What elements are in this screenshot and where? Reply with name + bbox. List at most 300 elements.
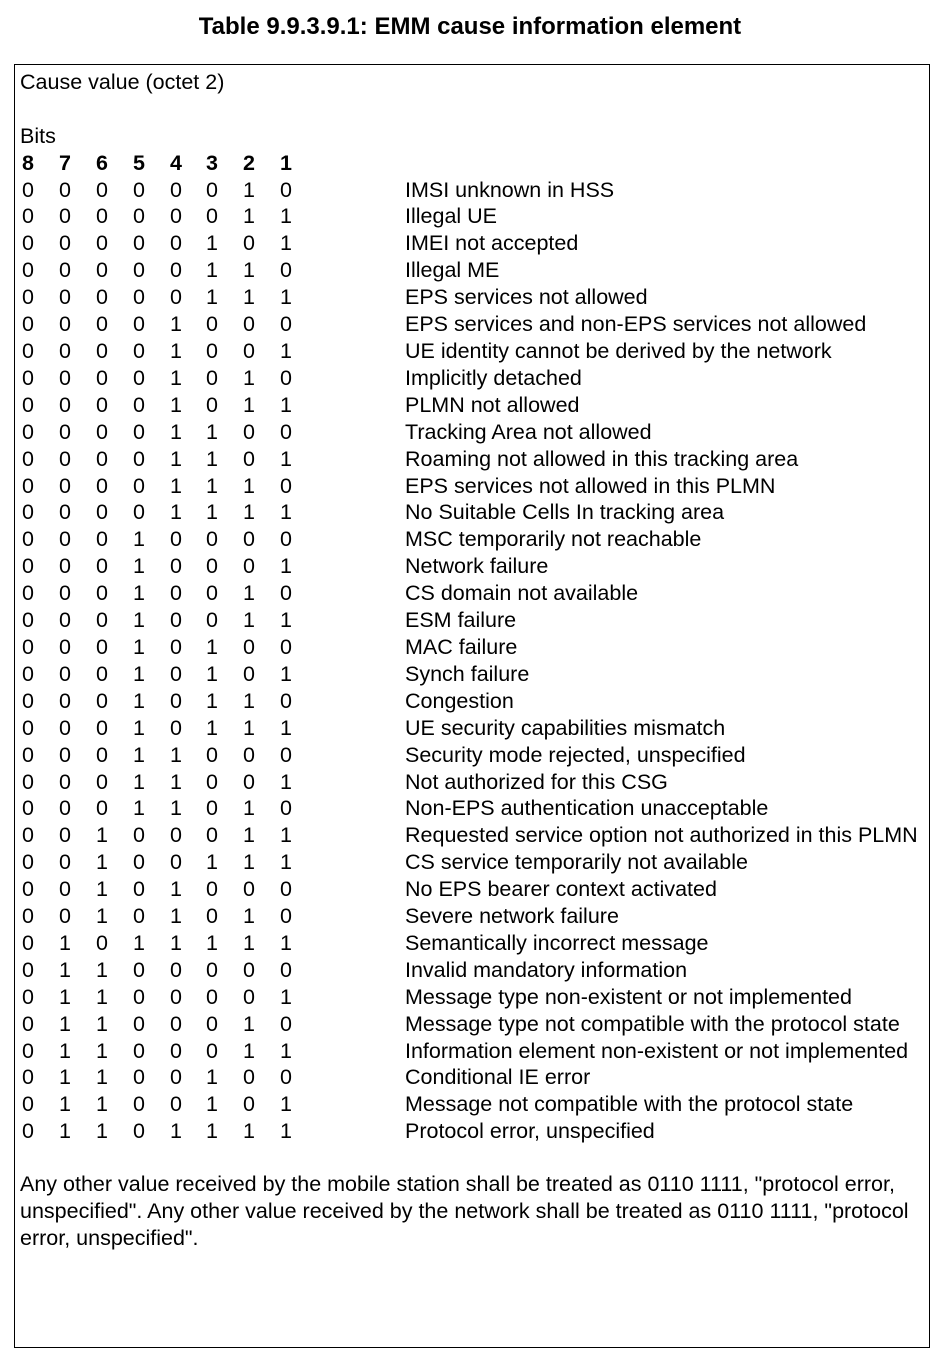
cause-description: Requested service option not authorized in this PLMN [405, 823, 918, 848]
bit-value: 1 [170, 904, 182, 929]
table-row [20, 822, 920, 849]
cause-description: MSC temporarily not reachable [405, 527, 702, 552]
bit-value: 1 [133, 769, 145, 794]
bit-value: 0 [133, 446, 145, 471]
cause-description: CS service temporarily not available [405, 850, 748, 875]
bit-value: 0 [96, 769, 108, 794]
bit-value: 0 [133, 231, 145, 256]
bit-value: 1 [133, 554, 145, 579]
bit-value: 0 [206, 392, 218, 417]
table-row [20, 499, 920, 526]
bit-value: 1 [280, 285, 292, 310]
cause-description: Message not compatible with the protocol state [405, 1092, 854, 1117]
table-title: Table 9.9.3.9.1: EMM cause information element [198, 13, 742, 40]
bit-value: 0 [96, 339, 108, 363]
cause-description: Illegal ME [405, 258, 500, 283]
cause-description: Not authorized for this CSG [405, 769, 668, 794]
bits-label: Bits [20, 123, 56, 148]
bit-value: 1 [96, 1092, 108, 1117]
table-row [20, 177, 920, 204]
bit-value: 0 [206, 581, 218, 606]
bit-value: 0 [133, 850, 145, 875]
bit-value: 1 [170, 796, 182, 821]
bit-value: 1 [280, 204, 292, 229]
bit-value: 0 [22, 554, 34, 579]
cause-description: Protocol error, unspecified [405, 1119, 655, 1144]
bit-value: 0 [170, 581, 182, 606]
table-row [20, 392, 920, 419]
cause-description: Invalid mandatory information [405, 957, 688, 982]
bit-value: 0 [206, 984, 218, 1009]
bit-cells [20, 742, 300, 769]
bit-value: 0 [206, 742, 218, 767]
bit-value: 0 [206, 877, 218, 902]
bit-value: 1 [243, 930, 255, 955]
bit-value: 0 [133, 285, 145, 310]
cause-description: Non-EPS authentication unacceptable [405, 796, 769, 821]
bit-value: 0 [170, 1065, 182, 1090]
bit-value: 0 [22, 527, 34, 552]
bit-cells [20, 392, 300, 419]
bit-cells [20, 1011, 300, 1038]
table-row [20, 984, 920, 1011]
bit-value: 0 [243, 742, 255, 767]
table-row [20, 580, 920, 607]
bit-value: 0 [96, 661, 108, 686]
bit-cells [20, 553, 300, 580]
bit-value: 0 [133, 1092, 145, 1117]
bit-value: 0 [59, 204, 71, 229]
bit-value: 1 [170, 930, 182, 955]
bit-value: 0 [22, 608, 34, 633]
bit-cells [20, 203, 300, 230]
bit-value: 0 [206, 608, 218, 633]
bit-value: 0 [170, 850, 182, 875]
bit-cells [20, 715, 300, 742]
bit-cells [20, 930, 300, 957]
bit-value: 1 [280, 661, 292, 686]
cause-description: Network failure [405, 554, 549, 579]
footnote: Any other value received by the mobile station shall be treated as 0110 1111, "protocol error, unspecified". Any other value received by the network shall be treated as 0110 1111, "protocol error, unspecified". [20, 1172, 909, 1250]
bit-value: 0 [96, 285, 108, 310]
bit-value: 0 [96, 258, 108, 283]
bit-value: 1 [96, 850, 108, 875]
bit-value: 1 [170, 312, 182, 337]
bit-value: 1 [243, 850, 255, 875]
bit-cells [20, 446, 300, 473]
bit-value: 0 [22, 365, 34, 390]
cause-description: Semantically incorrect message [405, 930, 709, 955]
bit-value: 0 [280, 634, 292, 659]
bit-value: 1 [280, 500, 292, 525]
bit-cells [20, 473, 300, 500]
bit-value: 0 [96, 581, 108, 606]
bit-value: 1 [206, 634, 218, 659]
bit-value: 1 [280, 850, 292, 875]
table-row [20, 742, 920, 769]
bit-value: 1 [243, 204, 255, 229]
bit-value: 1 [280, 1119, 292, 1144]
bit-value: 0 [96, 500, 108, 525]
bit-value: 1 [133, 661, 145, 686]
bit-value: 1 [206, 258, 218, 283]
cause-description: Illegal UE [405, 204, 498, 229]
table-row [20, 203, 920, 230]
bit-value: 0 [22, 769, 34, 794]
bit-number: 6 [96, 150, 108, 175]
bit-value: 1 [96, 957, 108, 982]
bit-value: 1 [243, 285, 255, 310]
blank-line [20, 96, 920, 123]
bit-value: 1 [206, 661, 218, 686]
bit-cells [20, 634, 300, 661]
bit-value: 1 [96, 904, 108, 929]
bit-cells [20, 849, 300, 876]
cause-description: Implicitly detached [405, 365, 582, 390]
bit-value: 0 [206, 796, 218, 821]
bit-value: 0 [96, 715, 108, 740]
bit-value: 0 [243, 984, 255, 1009]
table-row [20, 688, 920, 715]
table-row [20, 553, 920, 580]
cause-description: IMSI unknown in HSS [405, 177, 615, 202]
bit-cells [20, 822, 300, 849]
cause-rows [20, 177, 920, 1146]
bit-value: 0 [280, 904, 292, 929]
bit-value: 0 [170, 285, 182, 310]
table-row [20, 957, 920, 984]
table-row [20, 661, 920, 688]
table-row [20, 1118, 920, 1145]
bit-value: 1 [280, 608, 292, 633]
table-row [20, 903, 920, 930]
bit-value: 0 [243, 1092, 255, 1117]
cause-description: PLMN not allowed [405, 392, 580, 417]
bit-value: 0 [170, 231, 182, 256]
bit-cells [20, 769, 300, 796]
bit-value: 0 [59, 661, 71, 686]
cause-description: No EPS bearer context activated [405, 877, 717, 902]
table-row [20, 257, 920, 284]
bit-value: 0 [22, 742, 34, 767]
cause-description: Congestion [405, 688, 514, 713]
bit-value: 0 [170, 1092, 182, 1117]
bit-cells [20, 177, 300, 204]
cause-description: EPS services not allowed [405, 285, 648, 310]
bit-value: 0 [133, 419, 145, 444]
bit-value: 0 [206, 177, 218, 202]
bit-value: 0 [22, 446, 34, 471]
bit-cells [20, 876, 300, 903]
bit-value: 1 [170, 419, 182, 444]
bit-number: 4 [170, 150, 182, 175]
bit-cells [20, 284, 300, 311]
table-row [20, 1038, 920, 1065]
bit-value: 0 [133, 1011, 145, 1036]
bit-value: 1 [243, 1119, 255, 1144]
bit-value: 1 [243, 473, 255, 498]
bit-value: 0 [170, 204, 182, 229]
bit-value: 0 [22, 285, 34, 310]
bit-value: 1 [59, 1065, 71, 1090]
bit-value: 0 [59, 312, 71, 337]
bit-value: 0 [133, 500, 145, 525]
bit-value: 0 [96, 204, 108, 229]
bit-value: 0 [96, 742, 108, 767]
bit-value: 1 [206, 1092, 218, 1117]
bit-value: 0 [206, 365, 218, 390]
bit-value: 0 [22, 500, 34, 525]
bit-value: 0 [170, 177, 182, 202]
bit-value: 1 [133, 742, 145, 767]
bit-value: 0 [206, 1038, 218, 1063]
bit-value: 0 [280, 473, 292, 498]
bit-value: 1 [59, 1119, 71, 1144]
bit-cells [20, 526, 300, 553]
bit-value: 1 [243, 608, 255, 633]
bit-value: 1 [133, 608, 145, 633]
bit-value: 0 [59, 365, 71, 390]
bit-value: 0 [243, 419, 255, 444]
bit-value: 0 [133, 177, 145, 202]
bit-value: 0 [96, 527, 108, 552]
table-row [20, 795, 920, 822]
bit-value: 1 [96, 1065, 108, 1090]
table-row [20, 284, 920, 311]
bit-value: 0 [206, 312, 218, 337]
bit-value: 0 [280, 688, 292, 713]
table-row [20, 1064, 920, 1091]
bit-value: 0 [170, 258, 182, 283]
bit-value: 1 [206, 285, 218, 310]
bit-value: 1 [59, 1038, 71, 1063]
table-row [20, 311, 920, 338]
cause-description: MAC failure [405, 634, 518, 659]
bit-value: 0 [96, 473, 108, 498]
bit-value: 0 [133, 984, 145, 1009]
cause-description: EPS services not allowed in this PLMN [405, 473, 776, 498]
bit-value: 0 [133, 877, 145, 902]
bit-value: 1 [170, 339, 182, 363]
cause-description: Message type non-existent or not implemented [405, 984, 852, 1009]
bit-cells [20, 1064, 300, 1091]
bit-value: 0 [59, 688, 71, 713]
bit-cells [20, 984, 300, 1011]
bit-value: 1 [170, 742, 182, 767]
bit-value: 0 [59, 796, 71, 821]
bit-value: 0 [206, 527, 218, 552]
bit-value: 0 [243, 769, 255, 794]
bit-value: 0 [206, 204, 218, 229]
bit-value: 0 [170, 527, 182, 552]
table-row [20, 930, 920, 957]
bit-value: 1 [170, 446, 182, 471]
cause-value-header: Cause value (octet 2) [20, 70, 225, 94]
bit-value: 0 [280, 258, 292, 283]
bit-value: 0 [243, 527, 255, 552]
bit-cells [20, 365, 300, 392]
bit-value: 0 [206, 1011, 218, 1036]
bit-number: 3 [206, 150, 218, 175]
bit-cells [20, 257, 300, 284]
bit-cells [20, 607, 300, 634]
table-row [20, 419, 920, 446]
bit-value: 1 [59, 1011, 71, 1036]
bit-value: 1 [280, 1038, 292, 1063]
bit-value: 0 [133, 957, 145, 982]
cause-description: CS domain not available [405, 581, 639, 606]
bit-cells [20, 903, 300, 930]
bit-value: 1 [243, 1011, 255, 1036]
bit-value: 1 [206, 1065, 218, 1090]
bit-value: 1 [206, 715, 218, 740]
bit-value: 0 [22, 661, 34, 686]
bit-value: 0 [96, 312, 108, 337]
bit-value: 0 [22, 1038, 34, 1063]
bit-value: 0 [133, 392, 145, 417]
bit-value: 0 [170, 634, 182, 659]
bit-value: 1 [59, 984, 71, 1009]
bit-value: 0 [170, 554, 182, 579]
bit-value: 0 [280, 419, 292, 444]
bit-value: 0 [133, 312, 145, 337]
bit-value: 0 [280, 177, 292, 202]
bit-value: 0 [96, 446, 108, 471]
bit-value: 1 [280, 823, 292, 848]
bit-value: 1 [243, 688, 255, 713]
bit-value: 1 [59, 1092, 71, 1117]
bit-value: 0 [22, 204, 34, 229]
bit-value: 1 [206, 500, 218, 525]
bit-cells [20, 1038, 300, 1065]
bit-value: 1 [170, 500, 182, 525]
table-box [14, 64, 930, 1348]
cause-description: Conditional IE error [405, 1065, 591, 1090]
bit-value: 1 [280, 554, 292, 579]
table-row [20, 849, 920, 876]
bit-value: 0 [280, 796, 292, 821]
bit-value: 0 [22, 231, 34, 256]
bit-value: 0 [96, 365, 108, 390]
bit-value: 0 [22, 1065, 34, 1090]
bit-value: 1 [280, 446, 292, 471]
bit-value: 0 [59, 823, 71, 848]
bit-value: 0 [133, 823, 145, 848]
bit-value: 0 [280, 1011, 292, 1036]
bit-value: 0 [22, 850, 34, 875]
bit-value: 0 [59, 473, 71, 498]
bit-value: 0 [170, 1011, 182, 1036]
bit-value: 0 [22, 930, 34, 955]
bit-value: 1 [243, 500, 255, 525]
bit-value: 0 [243, 877, 255, 902]
bit-value: 1 [243, 392, 255, 417]
bit-value: 1 [133, 634, 145, 659]
bit-value: 0 [22, 715, 34, 740]
table-row [20, 338, 920, 365]
bit-value: 1 [170, 769, 182, 794]
bit-value: 1 [59, 957, 71, 982]
bit-value: 0 [59, 231, 71, 256]
bit-value: 0 [133, 1119, 145, 1144]
bit-cells [20, 688, 300, 715]
table-row [20, 473, 920, 500]
bit-value: 0 [170, 661, 182, 686]
bit-value: 0 [280, 957, 292, 982]
bit-value: 0 [96, 688, 108, 713]
bit-value: 0 [206, 554, 218, 579]
cause-description: ESM failure [405, 608, 517, 633]
bit-value: 0 [96, 392, 108, 417]
bit-value: 0 [22, 473, 34, 498]
bit-value: 0 [133, 1038, 145, 1063]
bit-value: 1 [206, 231, 218, 256]
bit-value: 0 [59, 634, 71, 659]
bit-value: 1 [280, 984, 292, 1009]
bit-value: 0 [96, 608, 108, 633]
bit-number-cells [20, 150, 300, 177]
bit-cells [20, 795, 300, 822]
table-content [20, 69, 920, 1252]
bit-value: 0 [170, 688, 182, 713]
table-row [20, 607, 920, 634]
bit-value: 0 [59, 339, 71, 363]
bit-number: 1 [280, 150, 292, 175]
bit-value: 1 [170, 473, 182, 498]
bit-value: 1 [243, 365, 255, 390]
bit-value: 1 [280, 231, 292, 256]
cause-description: Synch failure [405, 661, 530, 686]
bit-value: 0 [243, 634, 255, 659]
bit-value: 1 [206, 1119, 218, 1144]
cause-description: Tracking Area not allowed [405, 419, 652, 444]
table-row [20, 446, 920, 473]
bit-value: 1 [280, 339, 292, 363]
cause-description: IMEI not accepted [405, 231, 579, 256]
bit-value: 0 [206, 823, 218, 848]
bit-value: 1 [243, 796, 255, 821]
bit-cells [20, 338, 300, 365]
bit-value: 1 [170, 1119, 182, 1144]
bit-value: 1 [96, 1011, 108, 1036]
bit-value: 0 [170, 1038, 182, 1063]
bit-value: 0 [170, 823, 182, 848]
bit-value: 0 [243, 1065, 255, 1090]
bit-value: 0 [22, 258, 34, 283]
bit-value: 1 [133, 930, 145, 955]
bit-value: 0 [96, 930, 108, 955]
bit-value: 0 [243, 446, 255, 471]
bit-value: 0 [96, 634, 108, 659]
bit-value: 0 [170, 957, 182, 982]
bit-value: 0 [22, 957, 34, 982]
bit-value: 1 [96, 823, 108, 848]
cause-description: UE identity cannot be derived by the network [405, 339, 832, 363]
bit-value: 0 [206, 904, 218, 929]
bit-value: 1 [243, 177, 255, 202]
bit-value: 0 [96, 419, 108, 444]
bit-value: 0 [280, 365, 292, 390]
bit-cells [20, 1118, 300, 1145]
bit-value: 0 [133, 365, 145, 390]
bit-value: 0 [170, 984, 182, 1009]
bit-value: 0 [22, 823, 34, 848]
bit-value: 1 [96, 1038, 108, 1063]
bit-value: 0 [280, 581, 292, 606]
cause-description: Message type not compatible with the protocol state [405, 1011, 900, 1036]
bit-value: 0 [59, 554, 71, 579]
bit-value: 0 [22, 419, 34, 444]
